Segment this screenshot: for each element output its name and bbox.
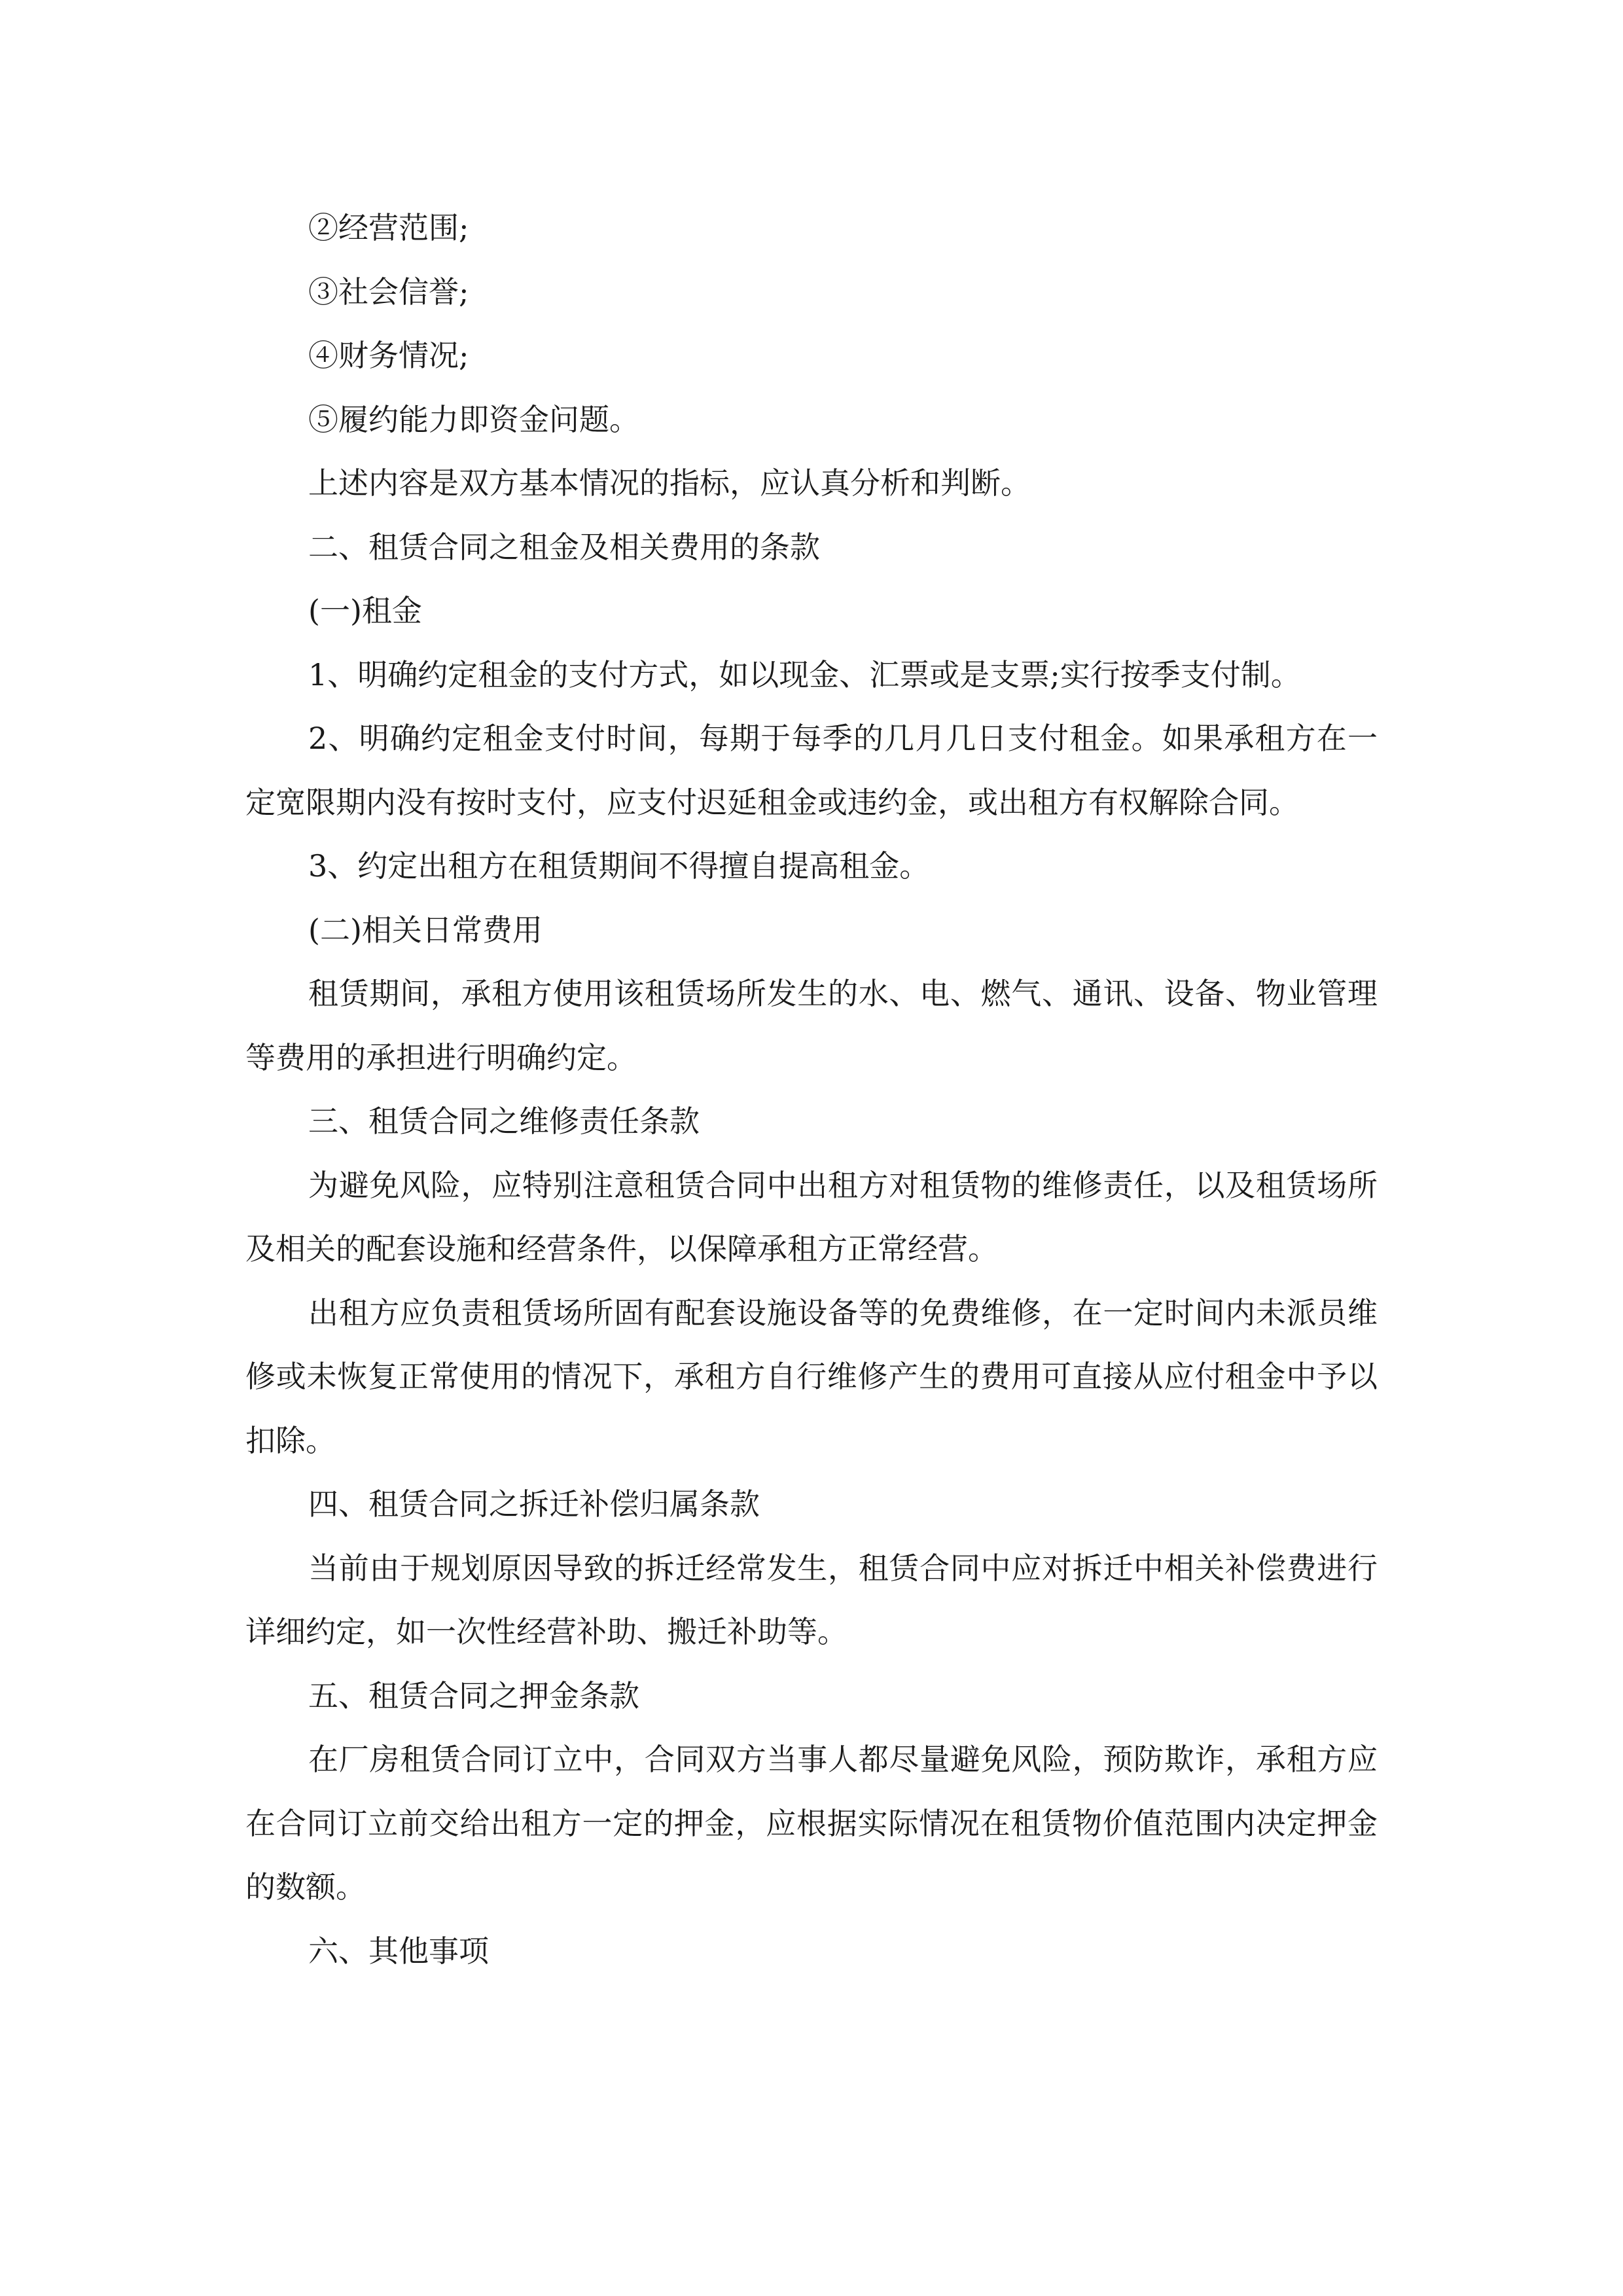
section-heading-deposit: 五、租赁合同之押金条款 bbox=[308, 1677, 639, 1713]
daily-fees-paragraph: 租赁期间，承租方使用该租赁场所发生的水、电、燃气、通讯、设备、物业管理等费用的承担进行明确约定。 bbox=[245, 976, 1378, 1075]
subsection-heading-daily-fees: (二)相关日常费用 bbox=[308, 912, 543, 948]
list-item-business-scope: ②经营范围; bbox=[308, 210, 469, 245]
summary-paragraph: 上述内容是双方基本情况的指标，应认真分析和判断。 bbox=[308, 465, 1031, 501]
list-item-social-reputation: ③社会信誉; bbox=[308, 274, 469, 310]
section-heading-maintenance: 三、租赁合同之维修责任条款 bbox=[308, 1103, 700, 1139]
section-heading-other: 六、其他事项 bbox=[308, 1933, 489, 1969]
rent-clause-3: 3、约定出租方在租赁期间不得擅自提高租金。 bbox=[308, 848, 930, 884]
document-body bbox=[245, 196, 1378, 1983]
section-heading-demolition: 四、租赁合同之拆迁补偿归属条款 bbox=[308, 1486, 760, 1522]
demolition-paragraph: 当前由于规划原因导致的拆迁经常发生，租赁合同中应对拆迁中相关补偿费进行详细约定，如一次性经营补助、搬迁补助等。 bbox=[245, 1550, 1378, 1649]
list-item-performance-ability: ⑤履约能力即资金问题。 bbox=[308, 401, 639, 437]
section-heading-rent-fees: 二、租赁合同之租金及相关费用的条款 bbox=[308, 529, 820, 565]
rent-clause-1: 1、明确约定租金的支付方式，如以现金、汇票或是支票;实行按季支付制。 bbox=[308, 656, 1301, 692]
maintenance-paragraph-1: 为避免风险，应特别注意租赁合同中出租方对租赁物的维修责任，以及租赁场所及相关的配套设施和经营条件，以保障承租方正常经营。 bbox=[245, 1167, 1378, 1266]
rent-clause-2: 2、明确约定租金支付时间，每期于每季的几月几日支付租金。如果承租方在一定宽限期内没有按时支付，应支付迟延租金或违约金，或出租方有权解除合同。 bbox=[245, 721, 1378, 820]
subsection-heading-rent: (一)租金 bbox=[308, 593, 422, 628]
deposit-paragraph: 在厂房租赁合同订立中，合同双方当事人都尽量避免风险，预防欺诈，承租方应在合同订立前交给出租方一定的押金，应根据实际情况在租赁物价值范围内决定押金的数额。 bbox=[245, 1742, 1378, 1905]
maintenance-paragraph-2: 出租方应负责租赁场所固有配套设施设备等的免费维修，在一定时间内未派员维修或未恢复正常使用的情况下，承租方自行维修产生的费用可直接从应付租金中予以扣除。 bbox=[245, 1295, 1378, 1458]
list-item-financial-status: ④财务情况; bbox=[308, 338, 469, 373]
